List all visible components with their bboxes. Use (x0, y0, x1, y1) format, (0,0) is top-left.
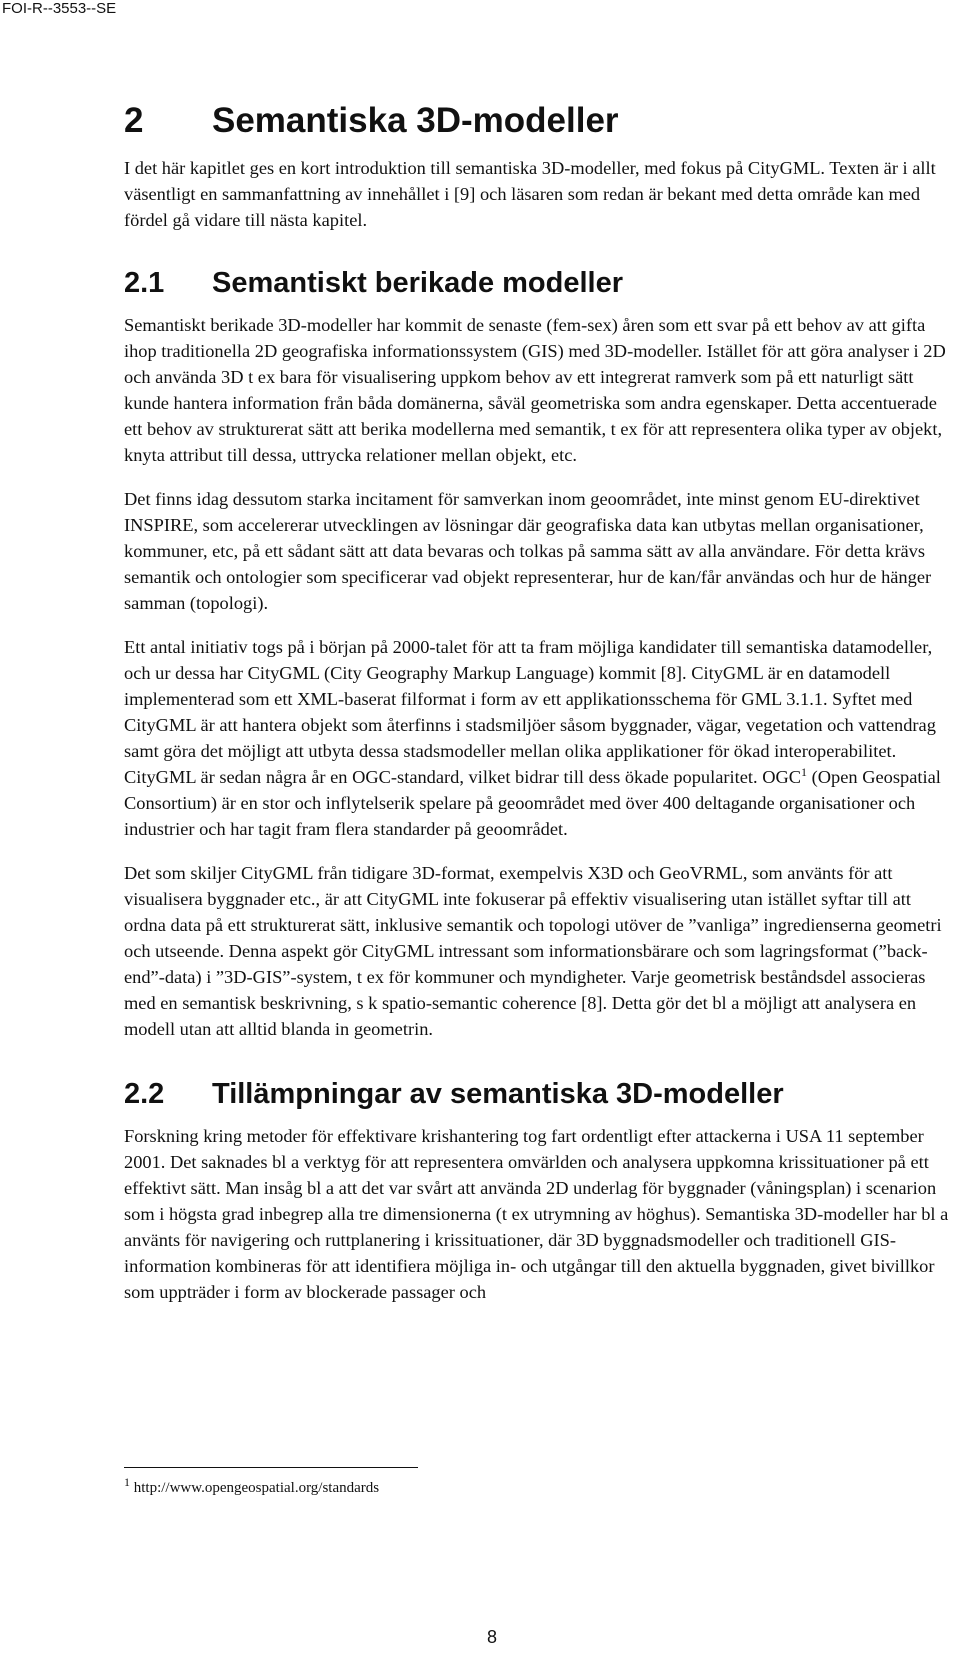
footnote-separator (124, 1467, 418, 1468)
section-number: 2.1 (124, 267, 165, 299)
section-title: Tillämpningar av semantiska 3D-modeller (212, 1078, 784, 1110)
section-title: Semantiskt berikade modeller (212, 267, 623, 299)
report-id: FOI-R--3553--SE (2, 0, 117, 17)
page-content (124, 100, 954, 1323)
chapter-number: 2 (124, 101, 144, 140)
section-heading-2-2 (124, 1076, 954, 1112)
chapter-intro-paragraph: I det här kapitlet ges en kort introduktion till semantiska 3D-modeller, med fokus på CityGML. Texten är i allt väsentligt en sammanfattning av innehållet i [9] och läsaren som redan är bekant med detta område kan med fördel gå vidare till nästa kapitel. (124, 158, 936, 230)
paragraph: Det finns idag dessutom starka incitament för samverkan inom geoområdet, inte minst genom EU-direktivet INSPIRE, som accelererar utvecklingen av lösningar där geografiska data kan utbytas mellan organisationer, kommuner, etc, på ett sådant sätt att data bevaras och tolkas på samma sätt av alla användare. För detta krävs semantik och ontologier som specificerar vad objekt representerar, hur de kan/får användas och hur de hänger samman (topologi). (124, 489, 932, 613)
section-heading-2-1 (124, 265, 954, 301)
paragraph-with-footnote (124, 634, 954, 842)
section-number: 2.2 (124, 1078, 165, 1110)
paragraph-text: (Open Geospatial Consortium) är en stor och inflytelserik spelare på geoområdet med över 400 deltagande organisationer och industrier och har tagit fram flera standarder på geoområdet. (124, 767, 941, 839)
paragraph-text: Ett antal initiativ togs på i början på 2000-talet för att ta fram möjliga kandidater till semantiska datamodeller, och ur dessa har CityGML (City Geography Markup Language) kommit [8]. CityGML är en datamodell implementerad som ett XML-baserat filformat i form av ett applikationsschema för GML 3.1.1. Syftet med CityGML är att hantera objekt som återfinns i stadsmiljöer såsom byggnader, vägar, vegetation och vattendrag samt göra det möjligt att utbyta dessa stadsmodeller mellan olika applikationer för ökad interoperabilitet. CityGML är sedan några år en OGC-standard, vilket bidrar till dess ökade popularitet. OGC (124, 637, 936, 787)
page-number: 8 (487, 1627, 498, 1647)
chapter-title: Semantiska 3D-modeller (212, 101, 619, 140)
chapter-heading (124, 100, 954, 142)
footnote-reference: 1 (801, 764, 808, 779)
footnote-marker: 1 (124, 1475, 130, 1489)
paragraph: Semantiskt berikade 3D-modeller har kommit de senaste (fem-sex) åren som ett svar på ett behov av att gifta ihop traditionella 2D geografiska informationssystem (GIS) med 3D-modeller. Istället för att göra analyser i 2D och använda 3D t ex bara för visualisering uppkom behov av ett integrerat ramverk som på ett naturligt sätt kunde hantera information från båda domänerna, såväl geometriska som andra egenskaper. Detta accentuerade ett behov av strukturerat sätt att berika modellerna med semantik, t ex för att representera olika typer av objekt, knyta attribut till dessa, uttrycka relationer mellan objekt, etc. (124, 315, 946, 465)
footnote-text: http://www.opengeospatial.org/standards (130, 1480, 380, 1496)
footnote (124, 1475, 380, 1498)
paragraph: Det som skiljer CityGML från tidigare 3D-format, exempelvis X3D och GeoVRML, som använts för att visualisera byggnader etc., är att CityGML inte fokuserar på effektiv visualisering utan istället syftar till att ordna data på ett strukturerat sätt, inklusive semantik och topologi utöver de ”vanliga” ingredienserna geometri och utseende. Denna aspekt gör CityGML intressant som informationsbärare och som lagringsformat (”back-end”-data) i ”3D-GIS”-system, t ex för kommuner och myndigheter. Varje geometrisk beståndsdel associeras med en semantisk beskrivning, s k spatio-semantic coherence [8]. Detta gör det bl a möjligt att analysera en modell utan att alltid blanda in geometrin. (124, 863, 942, 1039)
paragraph: Forskning kring metoder för effektivare krishantering tog fart ordentligt efter attackerna i USA 11 september 2001. Det saknades bl a verktyg för att representera omvärlden och analysera uppkomna krissituationer på ett effektivt sätt. Man insåg bl a att det var svårt att använda 2D underlag för byggnader (våningsplan) i scenarion som i högsta grad inbegrep alla tre dimensionerna (t ex utrymning av höghus). Semantiska 3D-modeller har bl a använts för navigering och ruttplanering i krissituationer, där 3D byggnadsmodeller och traditionell GIS-information kombineras för att identifiera möjliga in- och utgångar till den aktuella byggnaden, givet bivillkor som uppträder i form av blockerade passager och (124, 1126, 949, 1302)
